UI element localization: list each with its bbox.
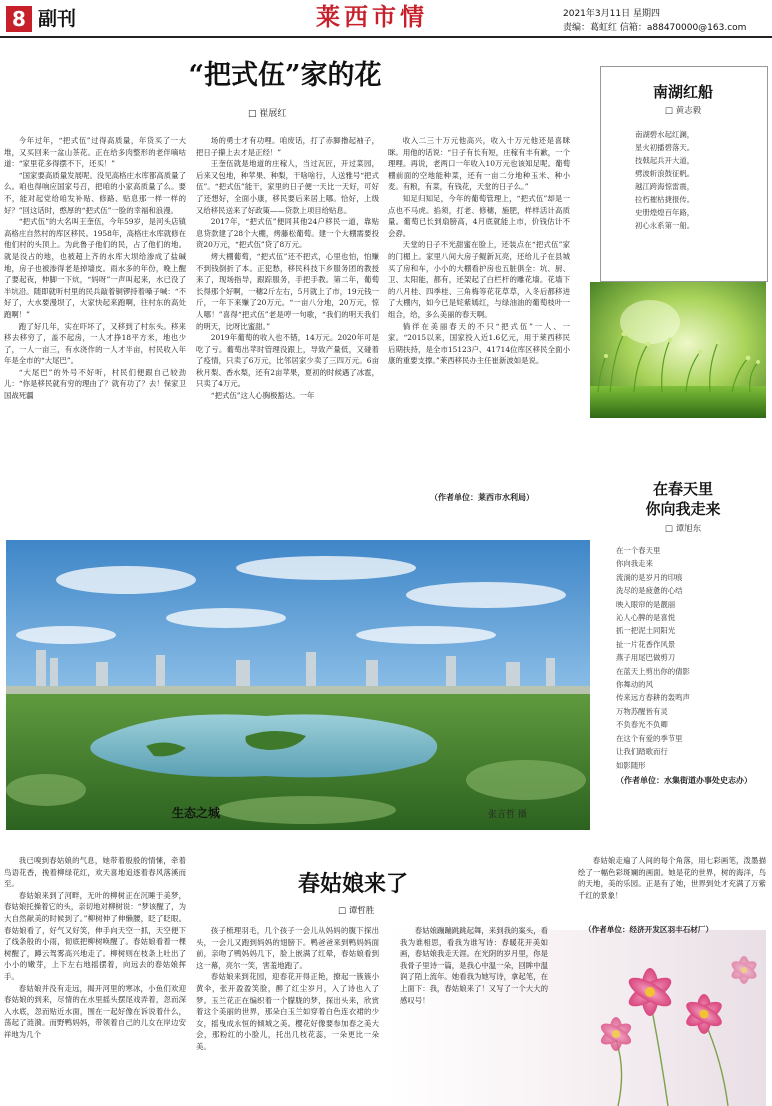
article2-author: □ 谭哲胜	[338, 906, 375, 916]
poem-lines	[635, 128, 694, 232]
paragraph: 烤大棚葡萄，“把式伍”还不把式，心里也怕，怕赚不到钱倒折了本。正犯愁，移民科技下乡服务团的教授来了，现场指导，跟踪服务，手把手教。第二年，葡萄长得那个好啊，一穗2斤左右，5月就上了市，19元钱一斤，一年下来赚了20万元。“一亩八分地，20万元，惊人哪！”喜得“把式伍”老是哼一句歌，“我们的明天我们的明天，比呀比蜜甜。”	[196, 251, 379, 331]
poem2-unit: （作者单位：水集街道办事处史志办）	[616, 775, 752, 785]
poem-line: 扯一片花香作风景	[616, 639, 676, 649]
article2-title: 春姑娘来了	[298, 871, 409, 897]
paragraph: 收入二三十万元他高兴，收入十万元他还是喜眯眯。用他的话说：“日子有长有短，庄稼有丰有歉，一个理哩。再说，老两口一年收入10万元也该知足呢。葡萄棚前面的空地能种菜，还有一亩二分地种玉米、种小麦。有粮，有菜，有钱花，天堂的日子么。”	[388, 136, 570, 192]
poem-line: 映入眼帘的是靓丽	[616, 599, 676, 609]
paragraph: 我已嗅到春姑娘的气息，她带着殷殷的情愫，牵着鸟语花香，挽着柳绿花红，欢天喜地追逐着春风落溪而至。	[4, 856, 186, 889]
poem-line: 拉朽摧枯捷报传。	[635, 195, 695, 204]
paragraph: 跑了好几年，实在吓坏了，又移到了村东头。移来移去移穷了，盖不起房，一人才挣18平方米，地也少了，一人一亩三，有水浇作的一人才半亩，村民收入年年是全市的“大尾巴”。	[4, 321, 186, 366]
poem-line: 洗尽的是疲惫的心结	[616, 586, 683, 596]
poem-line: 传来远方春耕的轰鸣声	[616, 693, 690, 703]
article-author: □ 崔展红	[248, 109, 287, 119]
poem-line: 在蓝天上剪出你的倩影	[616, 666, 690, 676]
city-lake-photo	[6, 540, 590, 830]
poem-line: 让我们踏歌而行	[616, 747, 668, 757]
paragraph: 场的勇士才有功哩。咱废话，打了赤脚撸起袖子，把日子攥上去才是正经！”	[196, 136, 379, 157]
poem-line: 越江跨海惊雷震，	[635, 182, 695, 191]
header-rule	[0, 36, 772, 38]
poem-line: 初心永系第一船。	[635, 221, 695, 230]
poem-line: 技戟起兵开大道，	[635, 156, 695, 165]
issue-date: 2021年3月11日 星期四	[563, 9, 660, 19]
poem-line: 你舞动的风	[616, 680, 653, 690]
article2-unit: （作者单位：经济开发区羽丰石材厂）	[584, 925, 714, 934]
poem-line: 在一个春天里	[616, 546, 661, 555]
paragraph: 王奎伍就是地道的庄稼人，当过瓦匠，开过菜园，后来又包地，种苹果、种梨，干啥啥行，人送雅号“把式伍”。“把式伍”能干，家里的日子便一天比一天好，可好了还想好，全面小康，移民要后来居上哪。恰好，上级又给移民送来了好政策——贷款上项目给贴息。	[196, 159, 379, 215]
paragraph: 知足归知足，今年的葡萄管理上，“把式伍”却是一点也不马虎。掐须，打老、修穗，施肥，样样活计高质量。葡萄已长到扇膀高，4月底就能上市，价钱估计不会孬。	[388, 193, 570, 238]
poem-line: 流淌的是岁月的印痕	[616, 572, 683, 582]
spring-sprouts-photo	[590, 282, 766, 418]
poem-line: 史册煌煌百年路，	[635, 208, 695, 217]
article2-column-4	[578, 855, 766, 925]
poem-line: 抓一把泥土同阳光	[616, 626, 676, 636]
article-column-1	[4, 135, 186, 518]
photo-caption: 生态之城	[172, 806, 221, 820]
poem-title: 南湖红船	[652, 83, 713, 101]
paragraph: 天堂的日子不光甜蜜在脸上，还装点在“把式伍”家的门楣上。家里八间大房子鲲新瓦亮，还给儿子在县城买了房和车，小小的大棚看护房也五脏俱全：坑、厨、卫、太阳能，都有，还架起了白栏杆的雕花墙。花墙下的八月桂、四季桂、三角梅等花花草草，入冬后都移进了大棚内，如今已是姹紫嫣红，与绿油油的葡萄枝叶一组合，给，多么美丽的春天啊。	[388, 240, 570, 319]
paragraph: 春姑娘并没有走远，揭开河里的寒冰，小鱼们欢迎春姑娘的到来，尽情的在水里摇头摆尾戏弄着，忽而深入水底，忽而贴近水面，围在一起好像在诉说着什么，荡起了涟漪。而野鸭妈妈，带领着自己的儿女在岸边安祥地为几个	[4, 983, 186, 1039]
article-column-3	[388, 135, 570, 490]
poem-line: 你向我走来	[616, 559, 653, 569]
article2-column-1	[4, 855, 186, 1101]
paragraph: 今年过年，“把式伍”过得高质量，年货买了一大堆，又买回来一盆山茶花。正在给多肉整形的老伴嘀咕道：“家里花多得摆不下，还买！”	[4, 136, 186, 169]
photo-credit: 张言哲 摄	[488, 810, 527, 820]
paragraph: 春姑娘来到花园，迎春花开得正艳，撩起一簇簇小黄伞，张开盈盈笑脸，醉了红尘岁月，入了诗也入了梦。玉兰花正在编织着一个朦胧的梦，探出头来，欣赏着这个美丽的世界，那朵白玉兰如穿着白色连衣裙的少女，摇曳成永恒的倾城之美。樱花好像要参加春之美大会，那粉红的小脸儿，托出几枝花蕊，一朵更比一朵美。	[196, 972, 379, 1051]
poem-line: 沁人心脾的是喜悦	[616, 613, 676, 623]
poem-line: 劈波斩浪鼓征帆。	[635, 169, 695, 178]
poem2-author: □ 谭旭东	[664, 524, 702, 534]
paragraph: 孩子梳理羽毛，几个孩子一会儿从妈妈的腹下探出头，一会儿又跑到妈妈的翅膀下。鸭爸爸来到鸭妈妈面前，亲吻了鸭妈妈几下，脸上嵌满了红晕，春姑娘看到这一幕，亮尔一笑，害羞地跑了。	[196, 926, 379, 970]
poem-line: 南湖碧水起红澜，	[635, 130, 695, 139]
poem-line: 不负春光不负卿	[616, 720, 668, 730]
paragraph: 2017年，“把式伍”便同其他24户移民一道，靠贴息贷款建了28个大棚，烤藤松葡萄。建一个大棚需要投资20万元，“把式伍”贷了8万元。	[196, 217, 379, 250]
poem-line: 在这个有爱的季节里	[616, 733, 683, 743]
poem-line: 星火初播碧落天。	[635, 143, 695, 152]
page-number-box: 8	[6, 6, 32, 32]
poem2-lines	[616, 544, 690, 772]
paragraph: 春姑娘来到了河畔，无叶的柳树正在沉睡于美梦，春姑娘托操着它的头，亲切地对柳树说：“梦该醒了，为大自然献美的时候到了。”柳树伸了伸懒腰，眨了眨眼。春姑娘看了，好气又好笑，伸手向天空一抓，天空便下了线条般的小雨，彻底把柳树唤醒了。春姑娘看着一棵树醒了，蹲云驾雾高兴地走了。柳树则在枝条上吐出了小小的嫩芽，上下左右地摇摆着，向远去的春姑娘挥手。	[4, 890, 186, 981]
paragraph: 2019年葡萄的收入也不错，14万元。2020年可是吃了亏。葡萄出苹时管理没跟上，导致产量低，又碰着了疫情，只卖了6万元，比邻居家少卖了三四万元。6亩秋月梨、香水梨，还有2亩苹果，夏初的时候遇了冰雹，只卖了4万元。	[196, 333, 379, 389]
poem2-title-2: 你向我走来	[645, 500, 721, 518]
poem-line: 万物苏醒皆有灵	[616, 706, 668, 716]
poem-line: 如影随形	[616, 760, 646, 770]
section-name: 副刊	[38, 8, 77, 30]
paragraph: “国家要高质量发展呢。没见高格庄水库都高质量了么。咱也得响应国家号召，把咱的小家高质量了么。要不，能对起党给咱发补贴、修路、贴息那一样一样的好？”回这话时，憨厚的“把式伍”一脸的幸福和浪漫。	[4, 170, 186, 215]
article-title: “把式伍”家的花	[188, 60, 382, 91]
author-unit: （作者单位：莱西市水利局）	[430, 492, 534, 502]
article-column-2	[196, 135, 379, 518]
paragraph: 春姑娘走遍了人间的每个角落，用七彩画笔，泼墨描绘了一幅色彩斑斓的画面。她是花的世界，树的海洋，鸟的天地，美的乐园。正是有了她，世界到处才充满了万紫千红的景象！	[578, 856, 766, 900]
poem2-title-1: 在春天里	[652, 480, 713, 498]
paragraph: “把式伍”的大名叫王奎伍，今年59岁，是河头店镇高格庄自然村的库区移民。1958年，高格庄水库就修在他们村的头顶上。为此鲁子他们的民，占了他们的地。就是没占的地，也被超上齐的水库大坝给渗成了盐碱地，房子也被渗得老是掉墙皮。雨水多的年份，晚上醒了要起夜，伸脚一下炕，“妈呀”一声叫起来，水已没了半坑沿。随即就听村里的民兵敲着铜锣持着嗓子喊：“不好了，大水要漫坝了，大家快起来跑啊，往村东的高处跑啊！”	[4, 217, 186, 319]
paragraph: “大尾巴”的外号不好听，村民们便跟自己较劲儿：“你是移民就有穷的理由了？就有功了？去！保家卫国战死疆	[4, 367, 186, 401]
paragraph: “把式伍”这人心胸极豁达。一年	[210, 391, 315, 401]
editor-line: 责编：葛虹红 信箱：a88470000@163.com	[563, 23, 747, 33]
paragraph: 徜徉在美丽春天的不只“把式伍”一人、一家。“2015以来，国家投入近1.6亿元，用于莱西移民后期扶持，是全市15123户、41714位库区移民全面小康的重要支撑。”莱西移民办主任崔新波如是说。	[388, 321, 570, 366]
article2-column-3	[400, 925, 548, 1055]
paper-name: 莱西市情	[316, 2, 428, 31]
poem-line: 燕子用尾巴做剪刀	[616, 653, 676, 663]
article2-column-2	[196, 925, 379, 1101]
paragraph: 春姑娘蹦蹦跳跳起舞，来到我的案头，看我为谁相思，看我为谁写诗：春暖花开美如画，春姑娘我走天涯。在光阴的岁月里，你是我骨子里诗一篇，是我心中温一朵，回眸中温润了陌上流年。她看我为她写诗，拿起笔，在上面下：我，春姑娘来了！又写了一个大大的感叹号！	[400, 926, 548, 1005]
poem-author: □ 黄志毅	[664, 106, 702, 116]
